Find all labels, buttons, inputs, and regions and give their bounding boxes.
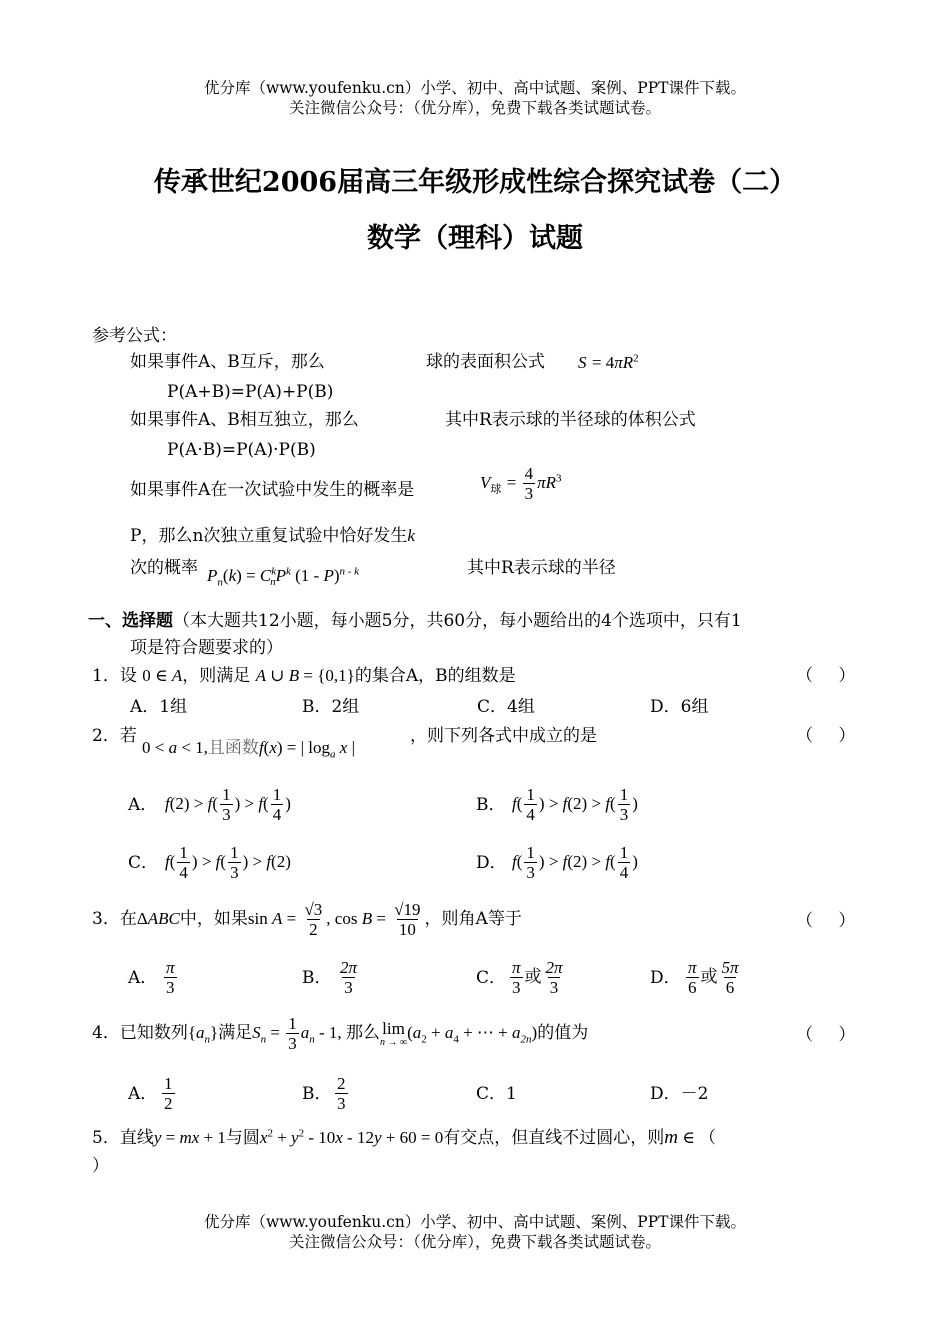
q3-option-c-label: C． [476, 968, 507, 988]
q4-option-b: $\frac{2}{3}$ [337, 1074, 346, 1113]
formula-mutex: P(A+B)=P(A)+P(B) [167, 382, 334, 402]
formula-sphere-area-text: 球的表面积公式 [426, 352, 545, 372]
section-1-heading: 一、选择题 [88, 611, 173, 631]
q3-answer-blank[interactable]: （ ） [796, 911, 866, 931]
q5-text-d: （ [699, 1128, 717, 1148]
q3-option-b: $\frac{2\pi}{3}$ [340, 958, 358, 997]
q2-option-b: f( $\frac{1}{4}$ ) > f(2) > f( $\frac{1}{3}$ ) [512, 785, 638, 824]
q2-text-a: 若 [119, 726, 137, 746]
q5-text-b: 与圆 [225, 1128, 260, 1148]
q3-number: 3． [92, 909, 120, 929]
formula-sphere-volume-text: 其中R表示球的半径球的体积公式 [445, 410, 696, 430]
q5-number: 5． [92, 1128, 120, 1148]
q1-number: 1． [92, 666, 120, 686]
volume-subscript: 球 [490, 482, 502, 496]
q5-text-e: ） [92, 1156, 109, 1176]
formula-prob-k: k [407, 526, 415, 545]
formula-prob-text1: 如果事件A在一次试验中发生的概率是 [130, 480, 415, 500]
q3-text-b: 中，如果 [179, 909, 248, 929]
formula-binomial: $P_n(k) = C^k_nP^k$ (1 - P)$^{n - k}$ [207, 565, 360, 589]
page-footer-line2: 关注微信公众号：（优分库），免费下载各类试题试卷。 [288, 1233, 661, 1251]
exam-title: 传承世纪2006届高三年级形成性综合探究试卷（二） [153, 167, 797, 198]
q2-condition: 0 < a < 1,且函数f(x) = | $\log_a x$ | [142, 738, 355, 761]
page-footer-line1: 优分库（www.youfenku.cn）小学、初中、高中试题、案例、PPT课件下载。 [203, 1213, 747, 1231]
q2-number: 2． [92, 726, 120, 746]
q2-option-a: f(2) > f( $\frac{1}{3}$ ) > f( $\frac{1}{4}$ ) [165, 785, 291, 824]
q1-text-c: 的集合A，B的组数是 [354, 666, 516, 686]
q2-cond-text: 且函数 [207, 738, 259, 758]
q3-option-a: $\frac{\pi}{3}$ [166, 958, 175, 997]
q4-text-c: 那么 [345, 1023, 380, 1043]
section-1-desc-line2: 项是符合题要求的） [130, 638, 283, 658]
q4-answer-blank[interactable]: （ ） [796, 1025, 866, 1045]
page-header-line1: 优分库（www.youfenku.cn）小学、初中、高中试题、案例、PPT课件下载。 [203, 79, 747, 97]
q5-text-a: 直线 [119, 1128, 154, 1148]
formula-indep: P(A·B)=P(A)·P(B) [167, 440, 316, 460]
formula-indep-text: 如果事件A、B相互独立，那么 [130, 410, 359, 430]
section-1-desc-line1: （本大题共12小题，每小题5分，共60分，每小题给出的4个选项中，只有1 [173, 611, 742, 631]
formula-sphere-volume: $V_球$ = $\frac{4}{3}$ $\pi R^3$ [480, 464, 562, 503]
q3-option-d-label: D． [650, 968, 681, 988]
q3-text-c: ，则角A等于 [424, 909, 522, 929]
q1-option-a: A．1组 [130, 697, 188, 717]
q2-option-c: f( $\frac{1}{4}$ ) > f( $\frac{1}{3}$ ) > f(2) [165, 843, 291, 882]
q4-option-c-label: C． [476, 1084, 507, 1104]
page-header-line2: 关注微信公众号：（优分库），免费下载各类试题试卷。 [288, 99, 661, 117]
q2-option-d-label: D． [476, 853, 507, 873]
q3-text-a: 在 [119, 909, 137, 929]
q4-option-a: $\frac{1}{2}$ [164, 1074, 173, 1113]
formula-mutex-text: 如果事件A、B互斥，那么 [130, 352, 325, 372]
q4-option-b-label: B． [302, 1084, 332, 1104]
q1-option-d: D．6组 [650, 697, 709, 717]
q4-text-a: 已知数列 [119, 1023, 188, 1043]
q3-option-d: $\frac{\pi}{6}$ 或 $\frac{5\pi}{6}$ [688, 958, 739, 997]
formula-prob-text2 [130, 524, 415, 548]
q2-answer-blank[interactable]: （ ） [796, 726, 866, 746]
exam-subtitle: 数学（理科）试题 [367, 223, 583, 254]
q3-option-b-label: B． [302, 968, 332, 988]
q3-option-d-or: 或 [700, 967, 718, 987]
q4-option-c [476, 1082, 517, 1106]
q4-option-d-label: D． [650, 1084, 681, 1104]
q2-option-c-label: C． [128, 853, 159, 873]
q4-option-c-value: 1 [506, 1084, 517, 1104]
q4-text-d: 的值为 [537, 1023, 589, 1043]
q1-stem: 1．设 0 ∈ A，则满足 A ∪ B = {0,1}的集合A，B的组数是 [92, 666, 516, 686]
q4-stem: 4．已知数列$\{a_n\}$满足$S_n$ = $\frac{1}{3}$ $a_n - 1$, 那么 lim n → ∞ ($a_2 + a_4$ + ⋯ + $a_{2n}$)的值为 [92, 1014, 589, 1053]
q3-option-c: $\frac{\pi}{3}$ 或 $\frac{2\pi}{3}$ [512, 958, 563, 997]
q2-option-a-label: A． [128, 795, 158, 815]
formula-prob-text3: 次的概率 [130, 558, 198, 578]
formulas-heading: 参考公式： [92, 326, 177, 346]
q3-stem: 3．在ΔABC中，如果sin A = $\frac{√3}{2}$ , cos B = $\frac{√19}{10}$ ，则角A等于 [92, 900, 522, 939]
formula-prob-text2-main: P，那么n次独立重复试验中恰好发生 [130, 526, 408, 546]
q1-answer-blank[interactable]: （ ） [796, 666, 866, 686]
formula-sphere-area: $S = 4\pi R^2$ [578, 352, 639, 372]
section-1-header [88, 609, 742, 633]
q5-text-c: 有交点，但直线不过圆心，则 [443, 1128, 665, 1148]
q5-stem: 5．直线y = mx + 1与圆$x^2 + y^2 - 10x - 12y + 60 = 0$有交点，但直线不过圆心，则m ∈ （ [92, 1127, 717, 1148]
q4-option-d-value: －2 [680, 1084, 709, 1104]
q4-limit: lim n → ∞ [379, 1018, 408, 1048]
q1-text-a: 设 [119, 666, 137, 686]
q2-option-b-label: B． [476, 795, 506, 815]
q2-stem-start [92, 724, 137, 748]
q3-option-a-label: A． [128, 968, 158, 988]
formula-radius-text: 其中R表示球的半径 [467, 558, 616, 578]
q1-text-b: ，则满足 [182, 666, 251, 686]
q1-option-c: C．4组 [477, 697, 535, 717]
q4-option-d [650, 1082, 708, 1106]
q4-option-a-label: A． [128, 1084, 158, 1104]
q4-text-b: 满足 [218, 1023, 253, 1043]
q2-option-d: f( $\frac{1}{3}$ ) > f(2) > f( $\frac{1}{4}$ ) [512, 843, 638, 882]
q3-option-c-or: 或 [524, 967, 542, 987]
q2-text-c: ，则下列各式中成立的是 [410, 726, 597, 746]
q4-number: 4． [92, 1023, 120, 1043]
q1-option-b: B．2组 [302, 697, 360, 717]
